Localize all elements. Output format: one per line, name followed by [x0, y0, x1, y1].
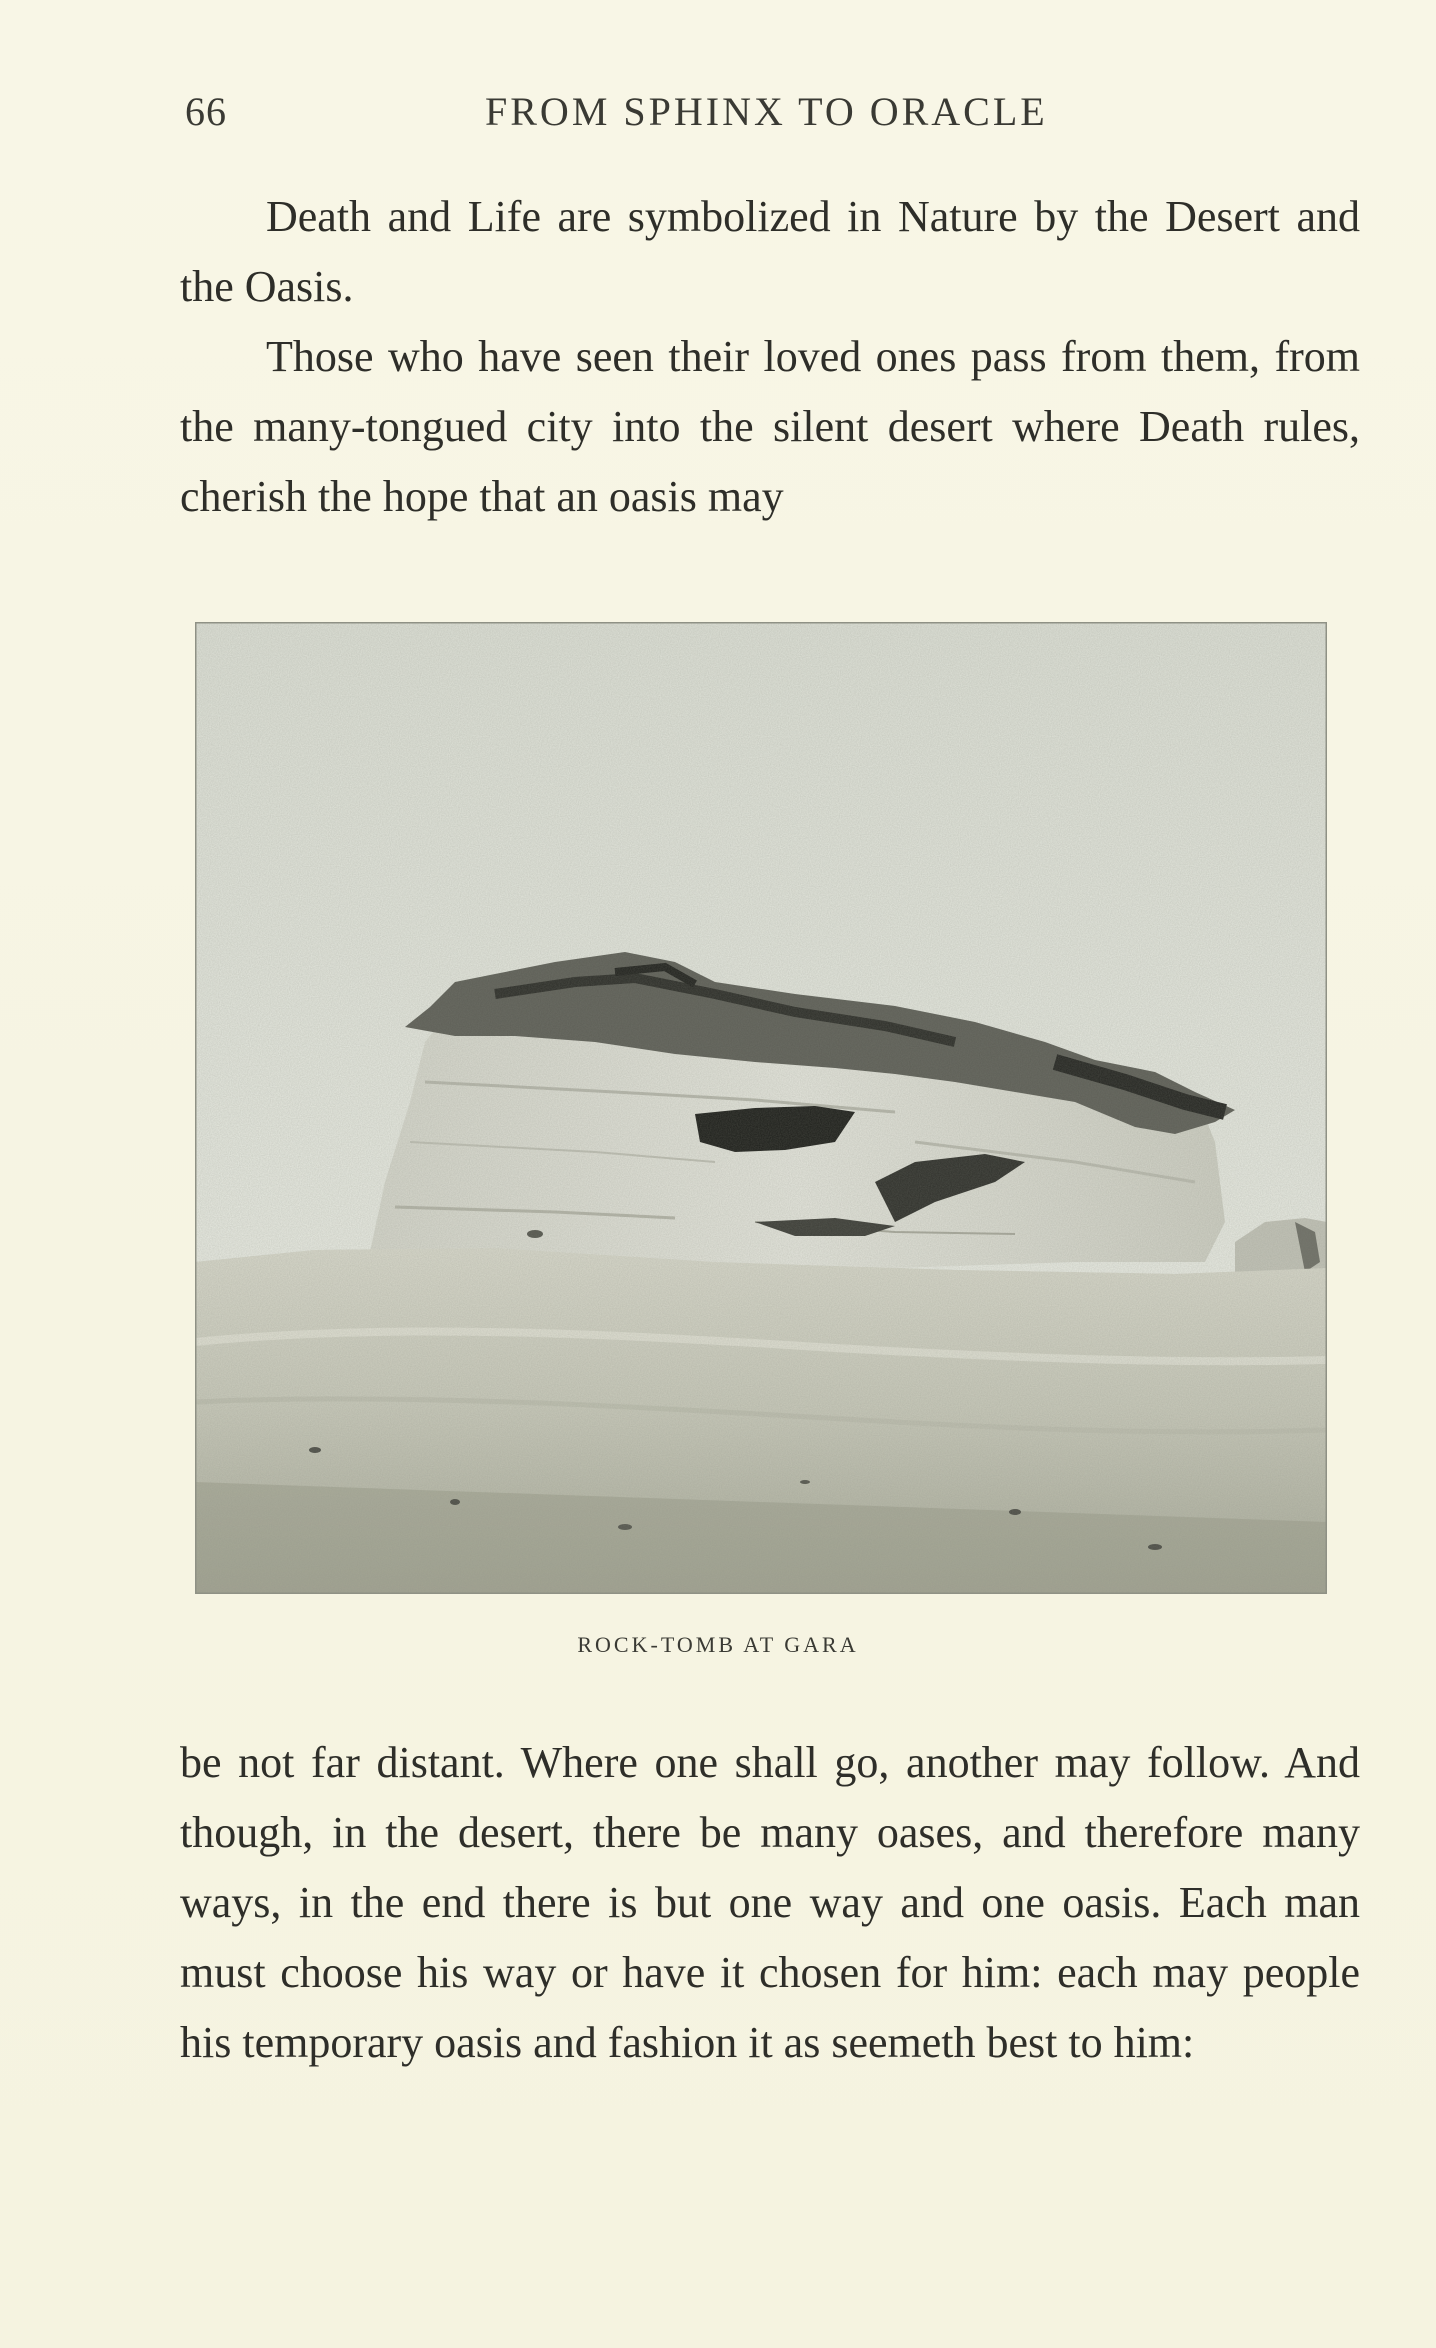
plate-caption: ROCK-TOMB AT GARA [577, 1632, 859, 1657]
paragraph: be not far distant. Where one shall go, another may follow. And though, in the desert, there be many oases, and therefore many ways, in the end there is but one way and one oasis. Each man must choose his way or have it chosen for him: each may people his temporary oasis and fashion it as seemeth best to him: [180, 1738, 1360, 2067]
rock-tomb-photograph [195, 622, 1327, 1594]
text-block-bottom [180, 1728, 1360, 2078]
page-number: 66 [185, 89, 227, 134]
paragraph: Death and Life are symbolized in Nature by the Desert and the Oasis. [180, 192, 1360, 311]
running-title: FROM SPHINX TO ORACLE [485, 89, 1048, 134]
photograph-plate [195, 622, 1327, 1594]
running-head [185, 88, 1355, 148]
text-block-top [180, 182, 1360, 532]
paragraph: Those who have seen their loved ones pass from them, from the many-tongued city into the silent desert where Death rules, cherish the hope that an oasis may [180, 332, 1360, 521]
